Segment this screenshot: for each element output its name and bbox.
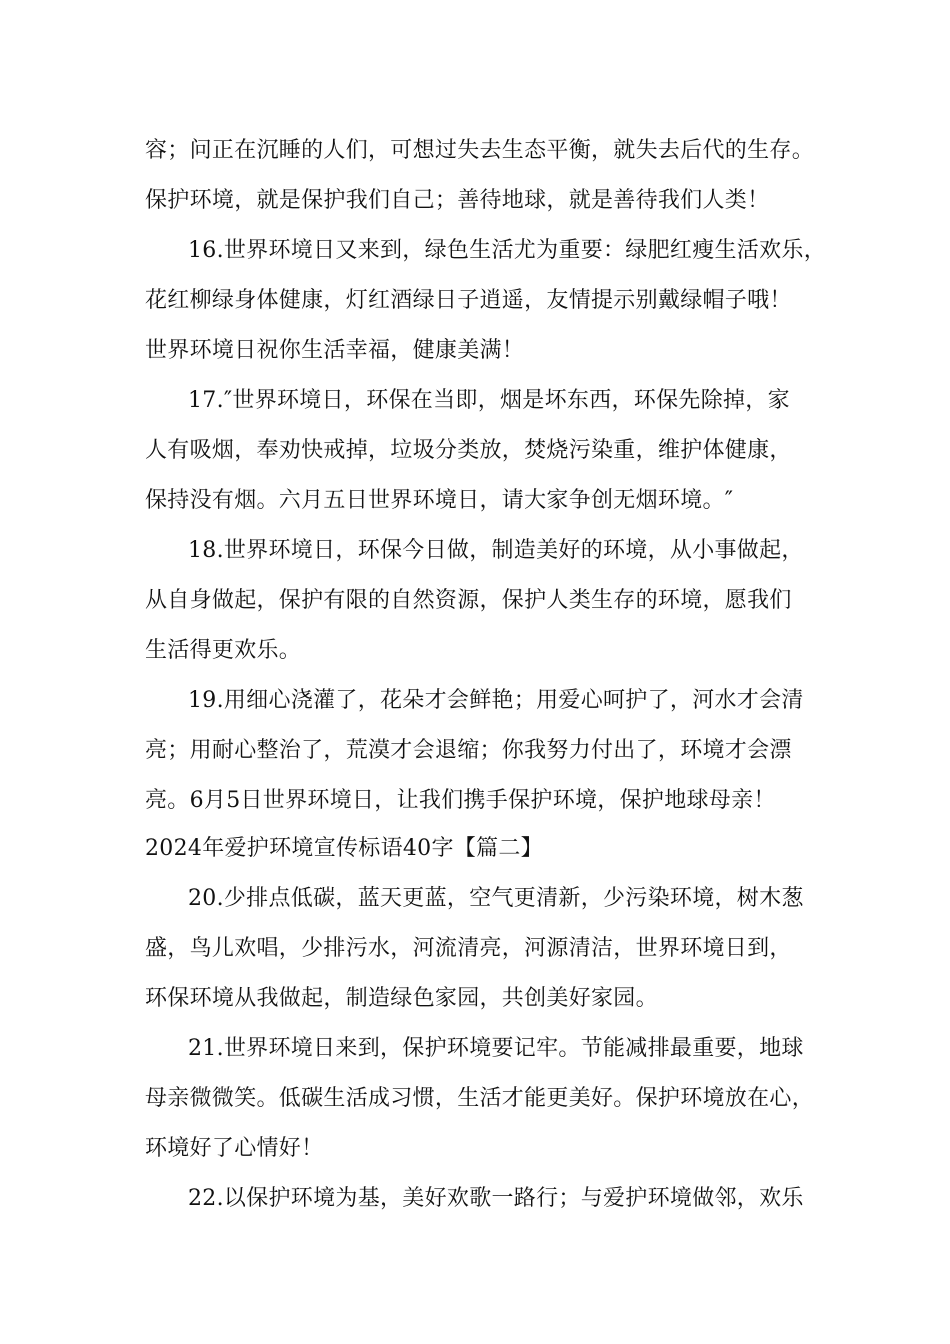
item-16-line-2: 花红柳绿身体健康，灯红酒绿日子逍遥，友情提示别戴绿帽子哦！ (145, 288, 792, 313)
item-17-line-1: 17.″世界环境日，环保在当即，烟是坏东西，环保先除掉，家 (188, 388, 790, 413)
item-21-line-1: 21.世界环境日来到，保护环境要记牢。节能减排最重要，地球 (188, 1036, 804, 1061)
item-18-line-3: 生活得更欢乐。 (145, 638, 302, 663)
item-17-line-3: 保持没有烟。六月五日世界环境日，请大家争创无烟环境。″ (145, 488, 734, 513)
item-19-line-3: 亮。6月5日世界环境日，让我们携手保护环境，保护地球母亲！ (145, 788, 776, 813)
section-heading: 2024年爱护环境宣传标语40字【篇二】 (145, 836, 543, 861)
item-18-line-2: 从自身做起，保护有限的自然资源，保护人类生存的环境，愿我们 (145, 588, 792, 613)
text-line-2: 保护环境，就是保护我们自己；善待地球，就是善待我们人类！ (145, 188, 770, 213)
item-20-line-2: 盛，鸟儿欢唱，少排污水，河流清亮，河源清洁，世界环境日到， (145, 936, 792, 961)
item-21-line-3: 环境好了心情好！ (145, 1136, 324, 1161)
item-17-line-2: 人有吸烟，奉劝快戒掉，垃圾分类放，焚烧污染重，维护体健康， (145, 438, 792, 463)
item-19-line-1: 19.用细心浇灌了，花朵才会鲜艳；用爱心呵护了，河水才会清 (188, 688, 804, 713)
text-line-1: 容；问正在沉睡的人们，可想过失去生态平衡，就失去后代的生存。 (145, 138, 815, 163)
item-18-line-1: 18.世界环境日，环保今日做，制造美好的环境，从小事做起， (188, 538, 804, 563)
item-20-line-1: 20.少排点低碳，蓝天更蓝，空气更清新，少污染环境，树木葱 (188, 886, 804, 911)
item-22-line-1: 22.以保护环境为基，美好欢歌一路行；与爱护环境做邻，欢乐 (188, 1186, 804, 1211)
item-21-line-2: 母亲微微笑。低碳生活成习惯，生活才能更美好。保护环境放在心， (145, 1086, 815, 1111)
item-19-line-2: 亮；用耐心整治了，荒漠才会退缩；你我努力付出了，环境才会漂 (145, 738, 792, 763)
item-20-line-3: 环保环境从我做起，制造绿色家园，共创美好家园。 (145, 986, 658, 1011)
item-16-line-1: 16.世界环境日又来到，绿色生活尤为重要：绿肥红瘦生活欢乐， (188, 238, 826, 263)
item-16-line-3: 世界环境日祝你生活幸福，健康美满！ (145, 338, 525, 363)
